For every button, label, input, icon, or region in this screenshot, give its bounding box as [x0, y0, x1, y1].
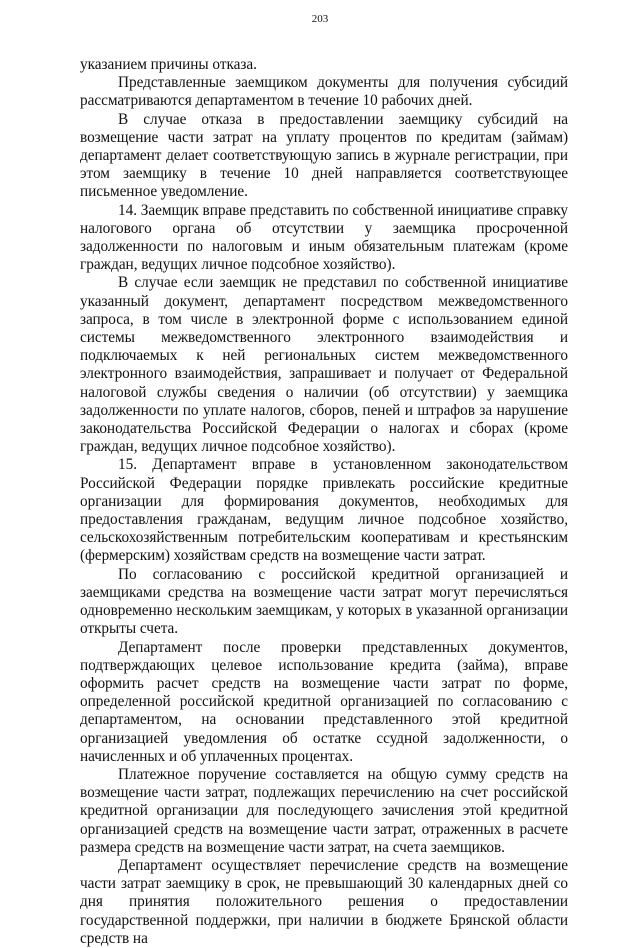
page-number: 203 — [311, 13, 329, 25]
paragraph-interagency-request: В случае если заемщик не представил по собственной инициативе указанный документ, департамент посредством межведомственного запроса, в том числе в электронной форме с использованием единой системы межведомственного электронного взаимодействия и подключаемых к ней региональных систем межведомственного электронного взаимодействия, запрашивает и получает от Федеральной налоговой службы сведения о наличии (об отсутствии) у заемщика задолженности по уплате налогов, сборов, пеней и штрафов за нарушение законодательства Российской Федерации о налогах и сборах (кроме граждан, ведущих личное подсобное хозяйство). — [80, 274, 568, 456]
paragraph-item-14: 14. Заемщик вправе представить по собственной инициативе справку налогового органа об отсутствии у заемщика просроченной задолженности по налоговым и иным обязательным платежам (кроме граждан, ведущих личное подсобное хозяйство). — [80, 201, 568, 274]
paragraph-continuation: указанием причины отказа. — [80, 56, 257, 73]
paragraph-payment-order: Платежное поручение составляется на общую сумму средств на возмещение части затрат, подлежащих перечислению на счет российской кредитной организации для последующего зачисления этой кредитной организацией средств на возмещение части затрат, отраженных в расчете размера средств на возмещение части затрат, на счета заемщиков. — [80, 765, 568, 856]
document-body — [80, 56, 568, 948]
paragraph-refusal: В случае отказа в предоставлении заемщику субсидий на возмещение части затрат на уплату процентов по кредитам (займам) департамент делает соответствующую запись в журнале регистрации, при этом заемщику в течение 10 дней направляется соответствующее письменное уведомление. — [80, 110, 568, 201]
paragraph-review-period: Представленные заемщиком документы для получения субсидий рассматриваются департаментом в течение 10 рабочих дней. — [80, 74, 568, 110]
paragraph-calculation: Департамент после проверки представленных документов, подтверждающих целевое использование кредита (займа), вправе оформить расчет средств на возмещение части затрат по форме, определенной российской кредитной организацией по согласованию с департаментом, на основании представленного этой кредитной организацией уведомления об остатке ссудной задолженности, о начисленных и об уплаченных процентах. — [80, 638, 568, 765]
paragraph-transfer-deadline: Департамент осуществляет перечисление средств на возмещение части затрат заемщику в срок, не превышающий 30 календарных дней со дня принятия положительного решения о предоставлении государственной поддержки, при наличии в бюджете Брянской области средств на — [80, 856, 568, 947]
paragraph-simultaneous-transfer: По согласованию с российской кредитной организацией и заемщиками средства на возмещение части затрат могут перечисляться одновременно нескольким заемщикам, у которых в указанной организации открыты счета. — [80, 565, 568, 638]
paragraph-item-15: 15. Департамент вправе в установленном законодательством Российской Федерации порядке привлекать российские кредитные организации для формирования документов, необходимых для предоставления гражданам, ведущим личное подсобное хозяйство, сельскохозяйственным потребительским кооперативам и крестьянским (фермерским) хозяйствам средств на возмещение части затрат. — [80, 456, 568, 565]
